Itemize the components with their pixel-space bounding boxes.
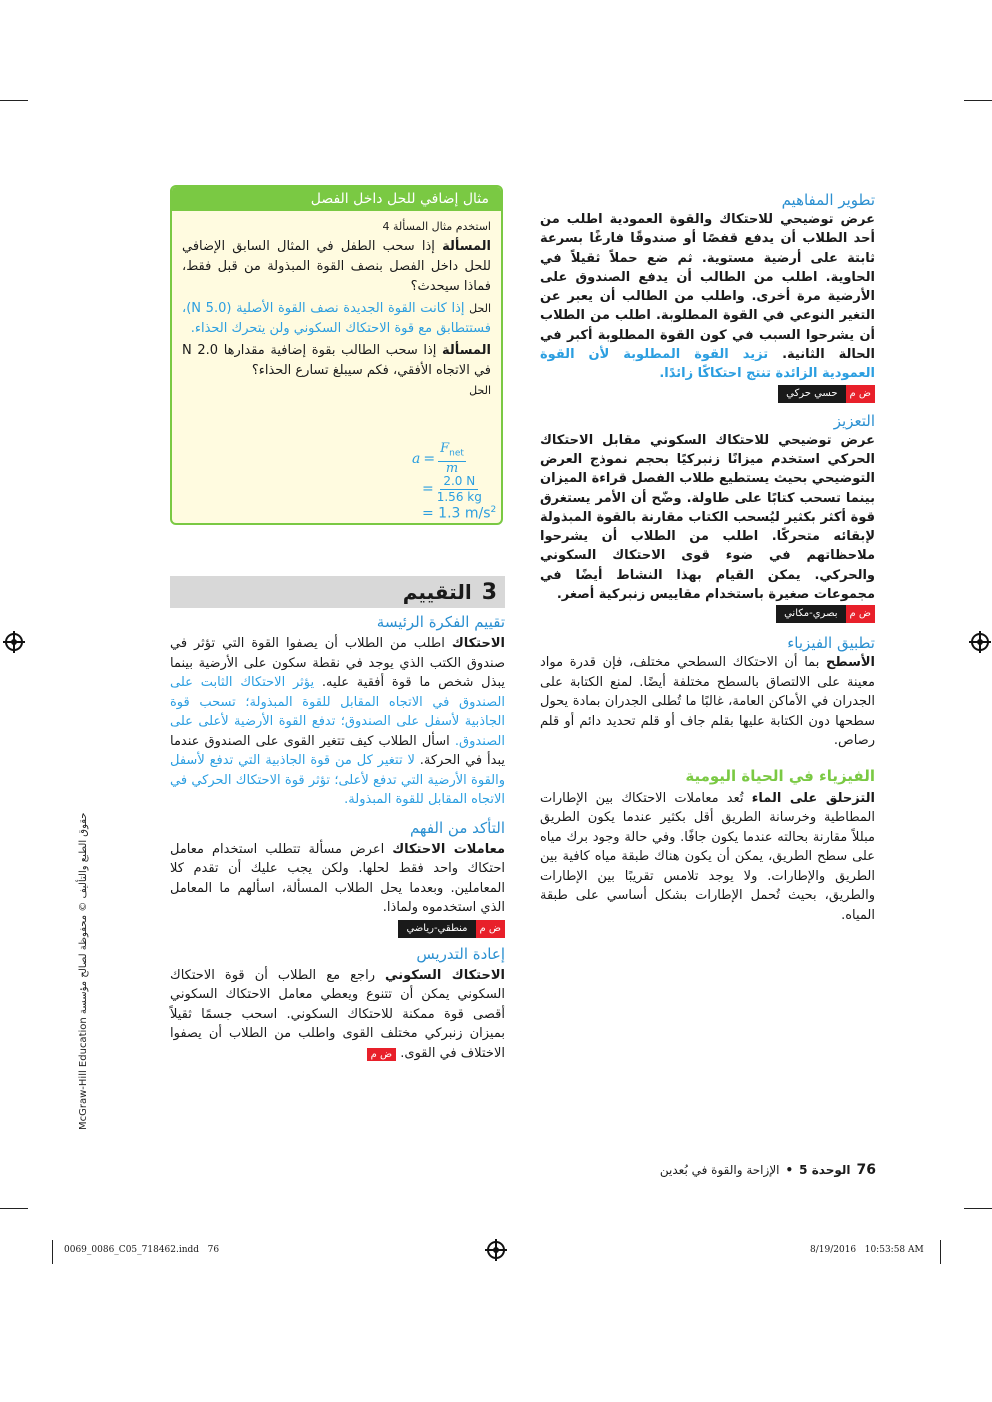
reteach-heading: إعادة التدريس xyxy=(416,944,505,963)
daily-life-body: تُعد معاملات الاحتكاك بين الإطارات المطاطية وخرسانة الطريق أقل بكثير عندما يكون الطريق مبللاً مقارنة بحالته عندما يكون جافًا. وفي حالة وجود برك مياه على سطح الطريق، يمكن أن يكون هناك طبقة مياه كافية بين الطريق والإطارات. ولا يوجد تلامس تقريبًا بين الإطارات والطريق، بحيث تُحمل الإطارات بشكل أساسي على طبقة المياه. xyxy=(540,790,875,923)
left-column xyxy=(170,612,505,1063)
registration-mark-icon xyxy=(5,633,23,651)
tag-row-2 xyxy=(540,605,875,623)
coefficients-text: اعرض مسألة تتطلب استخدام معامل احتكاك واحد فقط لحلها. ولكن يجب عليك أن تقدم كلا المعاملين. وبعدما يحل الطلاب المسألة، اسألهم ما المعامل الذي استخدموه ولماذا. xyxy=(170,841,505,915)
problem-1-text: إذا سحب الطفل في المثال السابق الإضافي للحل داخل الفصل بنصف القوة المبذولة من قبل فقط، فماذا سيحدث؟ xyxy=(182,239,491,294)
crop-mark xyxy=(964,1208,992,1209)
coefficients-label: معاملات الاحتكاك xyxy=(392,841,505,857)
registration-mark-icon xyxy=(971,633,989,651)
use-example-line: استخدم مثال المسألة 4 xyxy=(382,220,491,233)
crop-mark xyxy=(52,1240,53,1264)
eq-numerator: 2.0 N xyxy=(440,474,478,490)
coefficients-paragraph xyxy=(170,840,505,918)
crop-mark xyxy=(0,100,28,101)
static-friction-label: الاحتكاك السكوني xyxy=(385,967,505,983)
solution-1 xyxy=(182,299,491,339)
page-number: 76 xyxy=(856,1162,876,1178)
dev-concepts-heading: تطوير المفاهيم xyxy=(781,191,875,209)
reinforce-heading: التعزيز xyxy=(833,411,875,430)
big-idea-heading: تقييم الفكرة الرئيسة xyxy=(376,613,505,631)
solution-2-label: الحل xyxy=(469,384,491,397)
crop-mark xyxy=(964,100,992,101)
problem-1-label: المسألة xyxy=(442,239,491,254)
assessment-number: 3 xyxy=(481,579,497,605)
tag-red: ض م xyxy=(846,385,875,403)
page-footer xyxy=(560,1162,876,1178)
problem-2 xyxy=(182,341,491,381)
dev-concepts-text xyxy=(540,210,875,384)
solution-1-label: الحل xyxy=(469,302,492,315)
tag-red: ض م xyxy=(846,605,875,623)
dev-concepts-body: عرض توضيحي للاحتكاك والقوة العمودية اطلب من أحد الطلاب أن يدفع قفصًا أو صندوقًا فارغًا بسرعة ثابتة على أرضية مستوية. ثم ضع حملاً ثقيلاً في الحاوية. اطلب من الطالب أن يدفع الصندوق على الأرضية مرة أخرى. واطلب من الطالب أن يعبر عن التغير النوعي في القوة المطلوبة. اطلب من الطلاب أن يشرحوا السبب في كون القوة المطلوبة أكبر في الحالة الثانية. xyxy=(540,212,875,363)
right-column xyxy=(540,190,875,925)
side-copyright xyxy=(78,812,89,1130)
eq-a: a xyxy=(412,451,421,467)
file-slug: 0069_0086_C05_718462.indd 76 xyxy=(64,1245,220,1255)
reinforce-text: عرض توضيحي للاحتكاك السكوني مقابل الاحتكاك الحركي استخدم ميزانًا زنبركيًا بحجم نموذج العرض التوضيحي بحيث يستطيع طلاب الفصل قراءة الميزان بينما تسحب كتابًا على طاولة. وضّح أن الأمر يستغرق قوة أكثر بكثير ليُسحب الكتاب مقارنة بالقوة المبذولة لإبقائه متحركًا. اطلب من الطلاب أن يشرحوا ملاحظاتهم في ضوء قوى الاحتكاك السكوني والحركي. يمكن القيام بهذا النشاط أيضًا في مجموعات صغيرة باستخدام مقاييس زنبركية أصغر. xyxy=(540,432,875,603)
daily-life-heading: الفيزياء في الحياة اليومية xyxy=(685,766,875,785)
side-publisher: McGraw-Hill Education xyxy=(78,1017,89,1130)
physics-application-body: بما أن الاحتكاك السطحي مختلف، فإن قدرة مواد معينة على الالتصاق بالسطح مختلفة أيضًا. لمنع الكتابة على الجدران في الأماكن العامة، غالبًا ما تُطلى الجدران بمادة يحول سطحها دون الكتابة عليها بقلم جاف أو قلم تحديد دائم أو قلم رصاص. xyxy=(540,655,875,749)
dev-concepts-answer: تزيد القوة المطلوبة لأن القوة العمودية الزائدة تنتج احتكاكًا زائدًا. xyxy=(540,347,875,382)
friction-label: الاحتكاك xyxy=(451,636,505,651)
side-copyright-text: حقوق الطبع والتأليف © محفوظة لصالح مؤسسة xyxy=(78,812,89,1015)
friction-paragraph xyxy=(170,634,505,810)
physics-application-heading: تطبيق الفيزياء xyxy=(787,634,875,653)
tag-row-1 xyxy=(540,385,875,403)
problem-2-label: المسألة xyxy=(442,343,491,358)
tag-black: منطقي-رياضي xyxy=(398,920,475,938)
tag-row-3 xyxy=(170,920,505,938)
eq-result: = 1.3 m/s xyxy=(422,505,491,522)
assessment-title: التقييم xyxy=(402,580,472,604)
daily-life-text xyxy=(540,789,875,926)
eq-equals: = xyxy=(423,451,436,467)
solution-1-text: إذا كانت القوة الجديدة نصف القوة الأصلية (5.0 N)، فستتطابق مع قوة الاحتكاك السكوني ولن يتحرك الحذاء. xyxy=(182,301,491,336)
static-friction-paragraph xyxy=(170,966,505,1064)
unit-label: الوحدة 5 xyxy=(799,1163,851,1177)
friction-text-2: اسأل الطلاب كيف تتغير القوى على الصندوق عندما يبدأ في الحركة. xyxy=(170,733,505,768)
eq-net: net xyxy=(449,448,464,459)
eq-sup: 2 xyxy=(490,505,497,515)
crop-mark xyxy=(0,1208,28,1209)
tag-black: بصري-مكاني xyxy=(776,605,845,623)
daily-life-label: التزحلق على الماء xyxy=(751,790,875,806)
friction-text: اطلب من الطلاب أن يصفوا القوة التي تؤثر في صندوق الكتب الذي يوجد في نقطة سكون على الأرضية بينما يبذل شخص ما قوة أفقية عليه. xyxy=(170,636,505,690)
problem-1 xyxy=(182,237,491,297)
tag-red: ض م xyxy=(476,920,505,938)
friction-answer: يؤثر الاحتكاك الثابت على الصندوق في الاتجاه المقابل للقوة المبذولة؛ تسحب قوة الجاذبية لأسفل على الصندوق؛ تدفع القوة الأرضية لأعلى على الصندوق. xyxy=(170,675,505,749)
assessment-bar xyxy=(170,576,505,608)
eq-F: F xyxy=(440,441,450,457)
tag-red: ض م xyxy=(367,1048,396,1061)
crop-mark xyxy=(940,1240,941,1264)
tag-black: حسي حركي xyxy=(778,385,845,403)
file-date: 8/19/2016 10:53:58 AM xyxy=(810,1245,924,1255)
problem-2-text: إذا سحب الطالب بقوة إضافية مقدارها 2.0 N في الاتجاه الأفقي، فكم سيبلغ تسارع الحذاء؟ xyxy=(182,343,491,378)
equation-block: a = $F_{net}$ m = $\frac{2.0 N}{1.56 kg}$ = 1.3 $m/s^2$ xyxy=(412,441,497,522)
static-friction-text: راجع مع الطلاب أن قوة الاحتكاك السكوني يمكن أن تتنوع ويعطي معامل الاحتكاك السكوني أقصى قوة ممكنة للاحتكاك السكوني. اسحب جسمًا ثقيلاً بميزان زنبركي مختلف القوى واطلب من الطلاب أن يصفوا الاختلاف في القوى. xyxy=(170,967,505,1061)
extra-example-title: مثال إضافي للحل داخل الفصل xyxy=(172,187,501,211)
extra-example-box xyxy=(170,185,503,525)
physics-application-text xyxy=(540,653,875,751)
friction-answer-2: لا تتغير كل من قوة الجاذبية التي تدفع لأسفل والقوة الأرضية التي تدفع لأعلى؛ تؤثر قوة الاحتكاك الحركي في الاتجاه المقابل للقوة المبذولة. xyxy=(170,753,505,807)
footer-bullet: • xyxy=(785,1163,794,1177)
registration-mark-icon xyxy=(487,1241,505,1259)
unit-title: الإزاحة والقوة في بُعدين xyxy=(659,1163,780,1177)
physics-application-label: الأسطح xyxy=(826,655,875,671)
eq-m: m xyxy=(445,460,459,476)
eq-denominator: 1.56 kg xyxy=(436,489,482,504)
check-understanding-heading: التأكد من الفهم xyxy=(409,818,505,837)
